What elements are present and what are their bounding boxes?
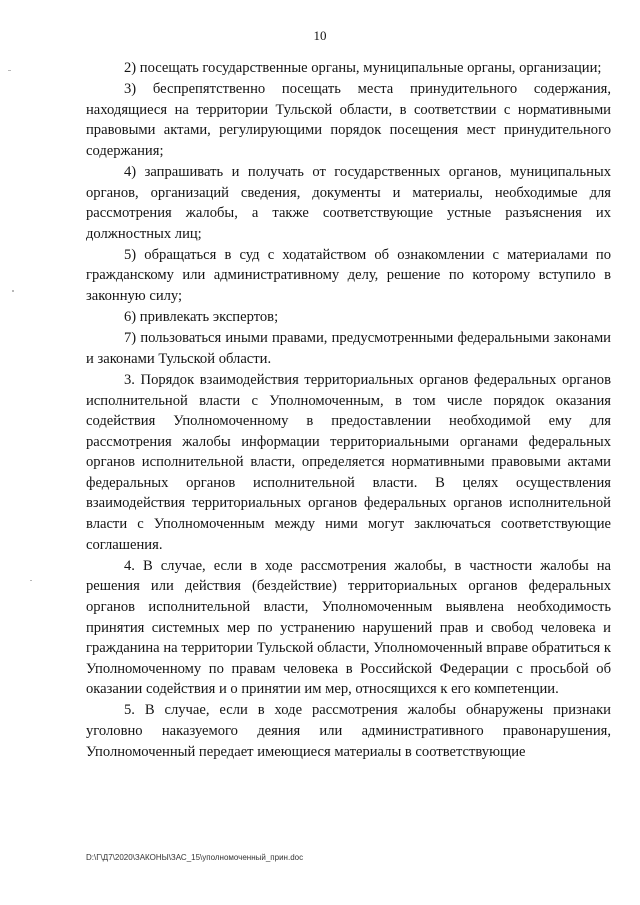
paragraph-clause-4: 4. В случае, если в ходе рассмотрения жалобы, в частности жалобы на решения или действия (бездействие) территориальных органов федеральных органов исполнительной власти, Уполномоченным выявлена необходимость принятия системных мер по устранению нарушений прав и свобод человека и гражданина на территории Тульской области, Уполномоченный вправе обратиться к Уполномоченному по правам человека в Российской Федерации с просьбой об оказании содействия и о принятии им мер, относящихся к его компетенции. [86,557,611,698]
paragraph-clause-5: 5. В случае, если в ходе рассмотрения жалобы обнаружены признаки уголовно наказуемого деяния или административного правонарушения, Уполномоченный передает имеющиеся материалы в соответствующие [86,702,611,760]
paragraph-item-3: 3) беспрепятственно посещать места принудительного содержания, находящиеся на территории Тульской области, в соответствии с нормативными правовыми актами, регулирующими порядок посещения мест принудительного содержания; [86,81,611,159]
scan-artifact [12,290,14,292]
page-number: 10 [313,28,327,43]
document-body [86,58,611,763]
paragraph-item-4: 4) запрашивать и получать от государственных органов, муниципальных органов, организаций сведения, документы и материалы, необходимые для рассмотрения жалобы, а также соответствующие устные разъяснения их должностных лиц; [86,163,611,242]
paragraph-item-5: 5) обращаться в суд с ходатайством об ознакомлении с материалами по гражданскому или административному делу, решение по которому вступило в законную силу; [86,246,611,305]
scan-artifact [30,580,32,581]
file-path-footer: D:\Г\Д7\2020\ЗАКОНЫ\ЗАС_15\уполномоченный_прин.doc [86,853,304,862]
paragraph-item-6: 6) привлекать экспертов; [124,309,279,326]
paragraph-clause-3: 3. Порядок взаимодействия территориальных органов федеральных органов исполнительной власти с Уполномоченным, в том числе порядок оказания содействия Уполномоченному в предоставлении необходимой ему для рассмотрения жалобы информации территориальными органами федеральных органов исполнительной власти, определяется нормативными правовыми актами федеральных органов исполнительной власти. В целях осуществления взаимодействия территориальных органов федеральных органов исполнительной власти с Уполномоченным между ними могут заключаться соответствующие соглашения. [86,371,611,553]
paragraph-item-7: 7) пользоваться иными правами, предусмотренными федеральными законами и законами Тульской области. [86,330,611,367]
paragraph-item-2: 2) посещать государственные органы, муниципальные органы, организации; [124,60,602,76]
scan-artifact [8,70,11,71]
